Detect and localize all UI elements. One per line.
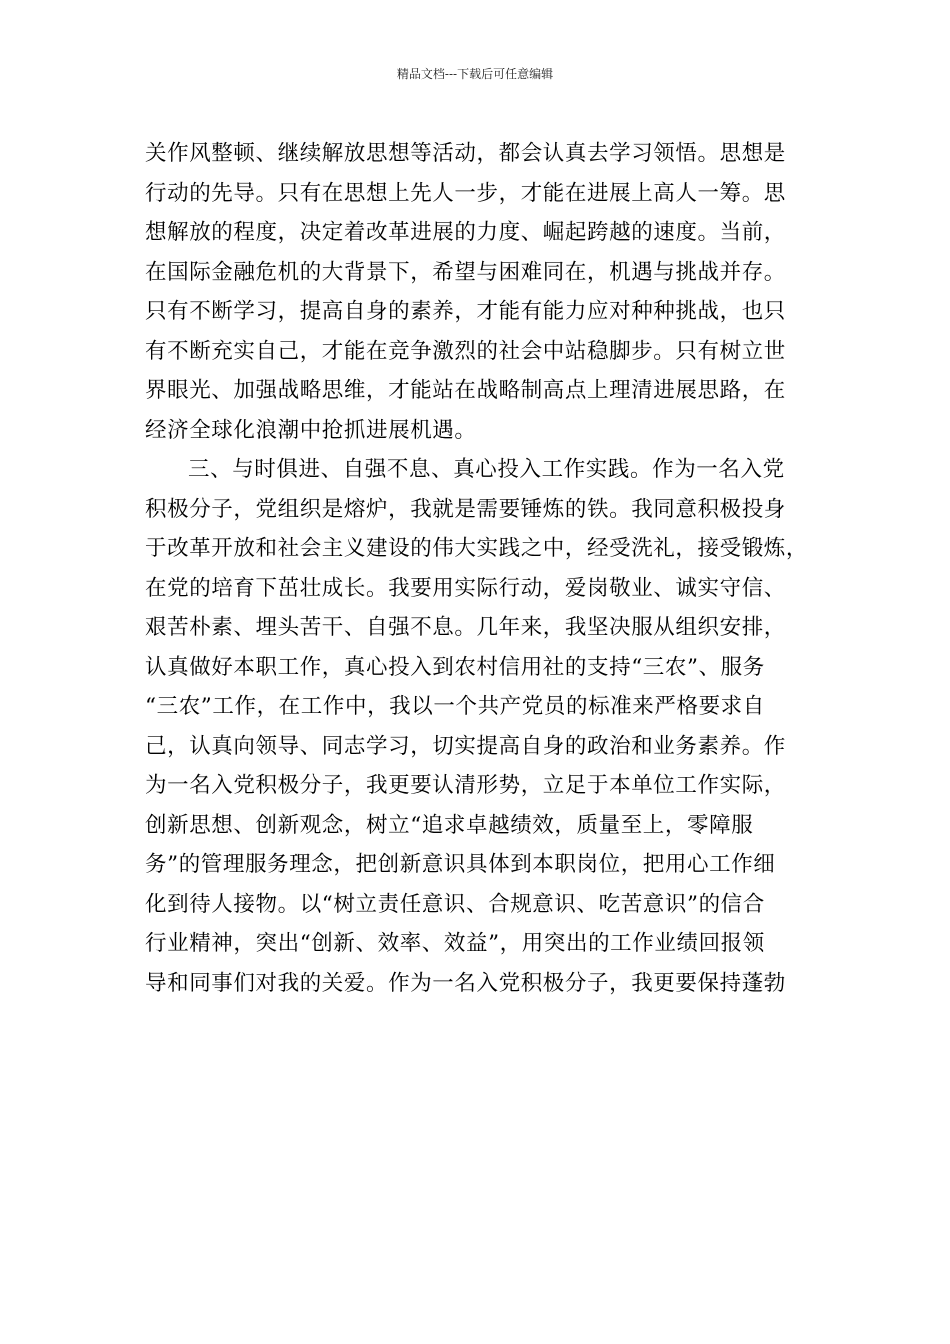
text-line: 行业精神，突出“创新、效率、效益”，用突出的工作业绩回报领 bbox=[145, 931, 765, 956]
text-line: 己，认真向领导、同志学习，切实提高自身的政治和业务素养。作 bbox=[145, 733, 786, 759]
text-line: 只有不断学习，提高自身的素养，才能有能力应对种种挑战，也只 bbox=[145, 299, 786, 324]
text-line: 务”的管理服务理念，把创新意识具体到本职岗位，把用心工作细 bbox=[145, 852, 776, 877]
text-line: 于改革开放和社会主义建设的伟大实践之中，经受洗礼，接受锻炼， bbox=[145, 536, 809, 561]
text-line: 创新思想、创新观念，树立“追求卓越绩效，质量至上，零障服 bbox=[145, 812, 754, 838]
text-line: 关作风整顿、继续解放思想等活动，都会认真去学习领悟。思想是 bbox=[145, 141, 786, 166]
text-line: 行动的先导。只有在思想上先人一步，才能在进展上高人一筹。思 bbox=[145, 180, 786, 206]
text-line: 积极分子，党组织是熔炉，我就是需要锤炼的铁。我同意积极投身 bbox=[145, 496, 786, 522]
text-line: 想解放的程度，决定着改革进展的力度、崛起跨越的速度。当前， bbox=[145, 220, 786, 245]
text-line: 在国际金融危机的大背景下，希望与困难同在，机遇与挑战并存。 bbox=[145, 259, 786, 285]
text-line: 认真做好本职工作，真心投入到农村信用社的支持“三农”、服务 bbox=[145, 654, 765, 680]
text-line: 化到待人接物。以“树立责任意识、合规意识、吃苦意识”的信合 bbox=[145, 891, 765, 917]
text-line: 导和同事们对我的关爱。作为一名入党积极分子，我更要保持蓬勃 bbox=[145, 970, 786, 996]
text-line: “三农”工作，在工作中，我以一个共产党员的标准来严格要求自 bbox=[145, 694, 765, 719]
text-line: 界眼光、加强战略思维，才能站在战略制高点上理清进展思路，在 bbox=[145, 378, 786, 403]
document-body bbox=[145, 134, 815, 1003]
page-header: 精品文档---下载后可任意编辑 bbox=[396, 67, 554, 81]
text-line: 经济全球化浪潮中抢抓进展机遇。 bbox=[145, 417, 477, 443]
text-line: 有不断充实自己，才能在竞争激烈的社会中站稳脚步。只有树立世 bbox=[145, 338, 786, 364]
text-line: 在党的培育下茁壮成长。我要用实际行动，爱岗敬业、诚实守信、 bbox=[145, 575, 786, 601]
paragraph-start-line: 三、与时俱进、自强不息、真心投入工作实践。作为一名入党 bbox=[188, 457, 785, 482]
text-line: 艰苦朴素、埋头苦干、自强不息。几年来，我坚决服从组织安排， bbox=[145, 615, 786, 640]
text-line: 为一名入党积极分子，我更要认清形势，立足于本单位工作实际， bbox=[145, 773, 786, 798]
